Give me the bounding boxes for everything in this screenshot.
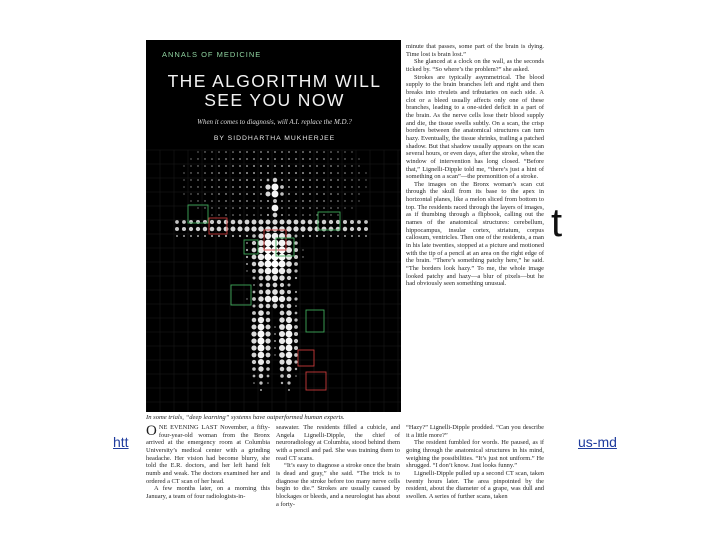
magazine-page <box>146 40 548 540</box>
body-paragraph: “It’s easy to diagnose a stroke once the brain is dead and gray,” she said. “The trick is to diagnose the stroke before too many nerve cells begin to die.” Strokes are usually caused by blockages or bleeds, and a neurologist has about a forty- <box>276 462 400 508</box>
right-col-paragraph: minute that passes, some part of the brain is dying. Time lost is brain lost.” <box>406 43 544 58</box>
article-deck: When it comes to diagnosis, will A.I. replace the M.D.? <box>197 118 352 126</box>
hero-illustration <box>146 40 401 412</box>
halftone-dots <box>175 151 368 391</box>
body-column-a <box>146 424 270 501</box>
article-headline <box>162 72 387 110</box>
headline-line-2: SEE YOU NOW <box>204 90 345 110</box>
right-col-paragraph: The images on the Bronx woman’s scan cut through the skull from its base to the apex in horizontal planes, like a melon sliced from bottom to top. The residents raced through the layers of images, as if thumbing through a flipbook, calling out the names of the anatomical structures: cerebellum, hippocampus, insular cortex, striatum, corpus callosum, ventricles. Then one of the residents, a man in his late twenties, stopped at a picture and motioned with the tip of a pencil at an area on the right edge of the brain. “There’s something patchy here,” he said. “The borders look hazy.” To me, the whole image looked patchy and hazy—a blur of pixels—but he had obviously seen something unusual. <box>406 180 544 288</box>
drop-cap: O <box>146 423 157 439</box>
image-caption: In some trials, “deep learning” systems have outperformed human experts. <box>146 414 345 421</box>
body-paragraph: A few months later, on a morning this January, a team of four radiologists-in- <box>146 485 270 500</box>
hyperlink-right[interactable]: us-md <box>578 434 617 450</box>
hyperlink-left[interactable]: htt <box>113 434 129 450</box>
body-paragraph: Lignelli-Dipple pulled up a second CT scan, taken twenty hours later. The area pinpointed by the resident, about the diameter of a grape, was dull and swollen. A series of further scans, taken <box>406 469 544 500</box>
detection-box <box>306 310 324 332</box>
detection-box <box>298 350 314 366</box>
body-column-b <box>276 424 400 508</box>
detection-box <box>276 238 294 256</box>
right-col-paragraph: Strokes are typically asymmetrical. The blood supply to the brain branches left and right and then breaks into rivulets and tributaries on each side. A clot or a bleed usually affects only one of these branches, leading to a one-sided deficit in a part of the brain. As the nerve cells lose their blood supply and die, the tissue swells subtly. On a scan, the crisp borders between the anatomical structures can turn hazy. Eventually, the tissue shrinks, trailing a patched shadow. But that shadow usually appears on the scan several hours, or even days, after the stroke, when the window of intervention has long closed. “Before that,” Lignelli-Dipple told me, “there’s just a hint of something on a scan”—the premonition of a stroke. <box>406 73 544 181</box>
right-column <box>406 43 544 288</box>
body-column-c <box>406 424 544 501</box>
opening-text: November, a fifty-four-year-old woman from the Bronx arrived at the emergency room at Columbia University’s medical center with a grinding headache. Her vision had become blurry, she told the E.R. doctors, and her left hand felt numb and weak. The doctors examined her and ordered a CT scan of her head. <box>146 424 270 485</box>
right-col-paragraph: She glanced at a clock on the wall, as the seconds ticked by. “So where’s the problem?” she asked. <box>406 58 544 73</box>
detection-box <box>231 285 251 305</box>
detection-box <box>306 372 326 390</box>
headline-line-1: THE ALGORITHM WILL <box>167 71 382 91</box>
lead-in: NE EVENING LAST <box>158 424 218 431</box>
body-paragraph: seawater. The residents filled a cubicle, and Angela Lignelli-Dipple, the chief of neuroradiology at Columbia, stood behind them with a pencil and pad. She was training them to read CT scans. <box>276 424 400 462</box>
opening-paragraph <box>146 424 270 485</box>
article-byline: BY SIDDHARTHA MUKHERJEE <box>213 135 336 142</box>
section-kicker: ANNALS OF MEDICINE <box>162 50 262 59</box>
body-paragraph: The resident fumbled for words. He paused, as if going through the anatomical structures in his mind, weighing the possibilities. “It’s just not uniform.” He shrugged. “I don’t know. Just looks funny.” <box>406 439 544 470</box>
slide-letter: t <box>551 201 563 245</box>
body-paragraph: “Hazy?” Lignelli-Dipple prodded. “Can you describe it a little more?” <box>406 424 544 439</box>
